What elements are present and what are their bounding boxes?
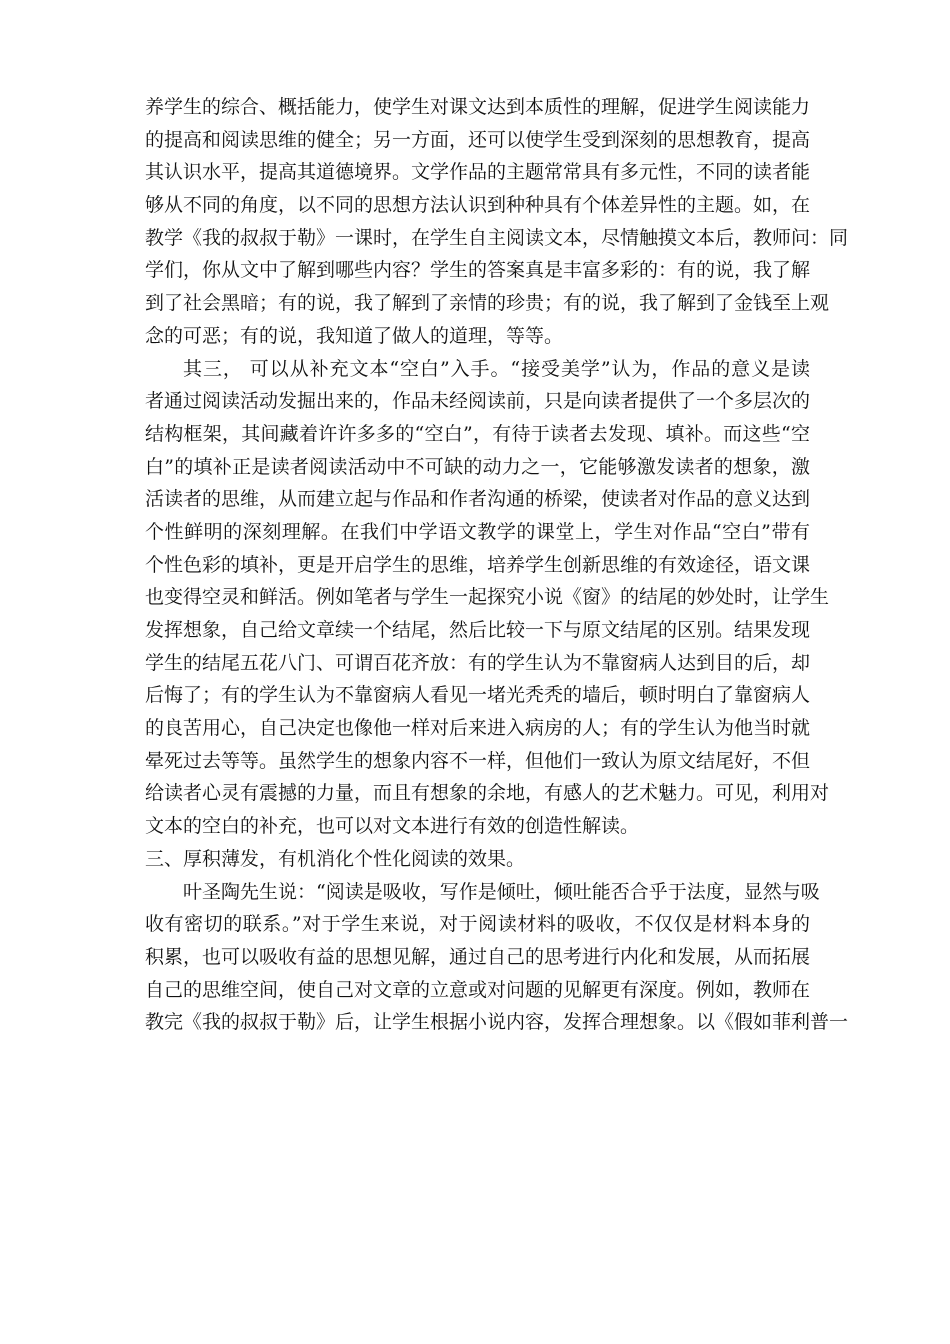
text-line: 学生的结尾五花八门、可谓百花齐放：有的学生认为不靠窗病人达到目的后，却	[145, 651, 811, 674]
paragraph-start-line: 叶圣陶先生说：“阅读是吸收，写作是倾吐，倾吐能否合乎于法度，显然与吸	[183, 880, 820, 903]
text-line: 教学《我的叔叔于勒》一课时，在学生自主阅读文本，尽情触摸文本后，教师问：同	[145, 226, 849, 249]
document-body	[145, 91, 849, 1039]
text-line: 晕死过去等等。虽然学生的想象内容不一样，但他们一致认为原文结尾好，不但	[145, 749, 811, 772]
text-line: 发挥想象，自己给文章续一个结尾，然后比较一下与原文结尾的区别。结果发现	[145, 619, 811, 641]
text-line: 的良苦用心，自己决定也像他一样对后来进入病房的人；有的学生认为他当时就	[145, 717, 811, 740]
paragraph-start-line: 其三， 可以从补充文本“空白”入手。“接受美学”认为，作品的意义是读	[183, 357, 810, 380]
text-line: 够从不同的角度，以不同的思想方法认识到种种具有个体差异性的主题。如，在	[145, 194, 811, 217]
text-line: 学们，你从文中了解到哪些内容？学生的答案真是丰富多彩的：有的说，我了解	[145, 259, 811, 282]
text-line: 者通过阅读活动发掘出来的，作品未经阅读前，只是向读者提供了一个多层次的	[145, 390, 811, 413]
text-line: 教完《我的叔叔于勒》后，让学生根据小说内容，发挥合理想象。以《假如菲利普一	[145, 1011, 849, 1034]
text-line: 个性色彩的填补，更是开启学生的思维，培养学生创新思维的有效途径，语文课	[145, 553, 811, 576]
text-line: 文本的空白的补充，也可以对文本进行有效的创造性解读。	[145, 815, 640, 838]
text-line: 的提高和阅读思维的健全；另一方面，还可以使学生受到深刻的思想教育，提高	[145, 128, 811, 151]
text-line: 养学生的综合、概括能力，使学生对课文达到本质性的理解，促进学生阅读能力	[145, 96, 811, 118]
text-line: 活读者的思维，从而建立起与作品和作者沟通的桥梁，使读者对作品的意义达到	[145, 488, 811, 511]
text-line: 给读者心灵有震撼的力量，而且有想象的余地，有感人的艺术魅力。可见，利用对	[145, 782, 830, 805]
text-line: 白”的填补正是读者阅读活动中不可缺的动力之一，它能够激发读者的想象，激	[145, 455, 810, 478]
text-line: 其认识水平，提高其道德境界。文学作品的主题常常具有多元性，不同的读者能	[145, 161, 811, 184]
text-line: 收有密切的联系。”对于学生来说，对于阅读材料的吸收，不仅仅是材料本身的	[145, 913, 810, 936]
text-line: 后悔了；有的学生认为不靠窗病人看见一堵光秃秃的墙后，顿时明白了靠窗病人	[145, 684, 811, 707]
text-line: 积累，也可以吸收有益的思想见解，通过自己的思考进行内化和发展，从而拓展	[145, 945, 811, 968]
text-line: 到了社会黑暗；有的说，我了解到了亲情的珍贵；有的说，我了解到了金钱至上观	[145, 292, 830, 315]
text-line: 结构框架，其间藏着许许多多的“空白”，有待于读者去发现、填补。而这些“空	[145, 422, 810, 445]
section-heading: 三、厚积薄发，有机消化个性化阅读的效果。	[145, 847, 526, 870]
text-line: 自己的思维空间，使自己对文章的立意或对问题的见解更有深度。例如，教师在	[145, 978, 811, 1001]
text-line: 个性鲜明的深刻理解。在我们中学语文教学的课堂上，学生对作品“空白”带有	[145, 520, 810, 543]
text-line: 念的可恶；有的说，我知道了做人的道理，等等。	[145, 324, 564, 347]
text-line: 也变得空灵和鲜活。例如笔者与学生一起探究小说《窗》的结尾的妙处时，让学生	[145, 586, 830, 609]
